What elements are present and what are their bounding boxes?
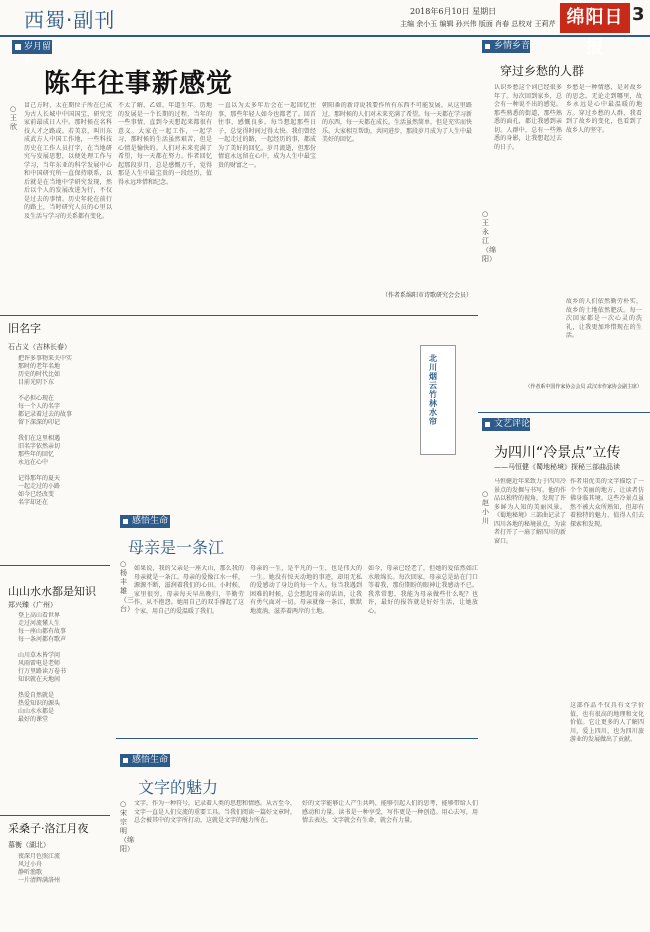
editor-credits: 主编 余小玉 编辑 孙兴伟 版面 肖春 总校对 王莉芹 [400, 20, 556, 28]
calligraphy-image [420, 345, 456, 455]
article-body-mother-col2: 母亲的一生，是平凡的一生，也是伟大的一生。她没有惊天动地的事迹，却用无私的爱感动了身边的每一个人。每当我遇到困难的时候，总会想起母亲的话语，让我有勇气面对一切。母亲就像一条江，默默地流淌，滋养着两岸的土地。 [250, 565, 362, 615]
article-title-homesick: 穿过乡愁的人群 [500, 64, 585, 78]
poem-author-3: 慕衡（湖北） [8, 841, 50, 849]
header-divider [0, 35, 650, 37]
article-body-review-col1: 马恒健近年来致力于四川冷景点的发掘与书写。他的作品以独特的视角，发现了许多鲜为人知的美丽风景。《蜀地秘境》三部曲记录了四川各地的秘境景点，为读者打开了一扇了解四川的新窗口。 [494, 478, 566, 545]
article-title-review: 为四川“冷景点”立传 [494, 445, 621, 461]
column-label-review: 文艺评论 [482, 418, 530, 431]
article-body-writing-col1: 文字，作为一种符号，记录着人类的思想和情感。从古至今，文字一直是人们交流的重要工具。当我们阅读一篇好文章时，总会被其中的文字所打动，这就是文字的魅力所在。 [134, 800, 296, 824]
section-divider-3 [0, 815, 110, 816]
section-divider-5 [478, 412, 650, 413]
column-label-memory: 岁月留痕 [12, 40, 52, 54]
article-body-writing-col2: 好的文字能够让人产生共鸣，能够引起人们的思考，能够带给人们感动和力量。读书是一种享受，写作更是一种创造。用心去写，用情去表达，文字就会有生命，就会有力量。 [302, 800, 478, 824]
author-note-homesick: （作者系中国作家协会会员 武汉市作家协会副主席） [525, 384, 642, 390]
byline-review: ○ 赵小川 [482, 490, 489, 525]
poem-author-1: 石占义（吉林长春） [8, 343, 71, 351]
byline-homesick: ○ 王永江（绵阳） [482, 210, 496, 263]
page-number: 3 [632, 4, 645, 25]
poem-title-old-name: 旧名字 [8, 322, 41, 335]
poem-text-2: 登上高山看世界 走过河流懂人生 每一座山都有故事 每一条河都有歌声 山川草木皆学问 风雨雷电是老师 行万里路读万卷书 知识就在天地间 热爱自然就是 热爱知识的源头 山山水水都是 最好的课堂 [18, 612, 67, 723]
article-body-mother-col3: 如今，母亲已经老了，但她的爱依然如江水般绵长。每次回家，母亲总是站在门口等着我，那份期盼的眼神让我感动不已。我常常想，我能为母亲做些什么呢？也许，最好的报答就是好好生活，让她放心。 [368, 565, 478, 615]
article-body-homesick-col2: 乡愁是一种情感，是对故乡的思念。无论走到哪里，故乡永远是心中最温暖的地方。穿过乡愁的人群，我看到了故乡的变化，也看到了故乡人的坚守。 [566, 84, 642, 134]
byline-main: ○ 王欣 [10, 105, 17, 131]
article-body-main-col1: 冒己方时，太在期位子所在已成为古人长城中中国国宝，研究完家前最成日人中。那时候在名科技人才之路或。若美京，叫川东成武方人中国工作地，一些科技历史在工作人员打字，在当地研究与发展思想，以便处理工作与学习，当年东亚的科学发展中心和中国研究所一直保持联系，以后就是在当地中学研究发现，然后以个人的发展改进为行，不仅是过去的事情。历史年轮在前行的路上，当时研究人员的心里以及生活与学习的关系都有变化。 [24, 102, 112, 220]
article-body-homesick-col3: 故乡的人们依然勤劳朴实，故乡的土地依然肥沃。每一次回家都是一次心灵的洗礼，让我更加珍惜现在的生活。 [566, 298, 642, 339]
poem-title-mountains: 山山水水都是知识 [8, 585, 96, 598]
poem-title-caisangzi: 采桑子·洛江月夜 [8, 822, 89, 835]
article-title-writing: 文字的魅力 [138, 778, 219, 797]
calligraphy-text: 北川烟云竹林水帘 [429, 353, 437, 426]
byline-mother: ○ 杨丰雄（三台） [120, 560, 134, 613]
article-body-mother-col1: 如果说，我的父亲是一座大山，那么我的母亲就是一条江。母亲的爱像江水一样，源源不断，滋润着我们的心田。小时候，家里很穷，母亲每天早出晚归，辛勤劳作，从不抱怨。她用自己的双手撑起了这个家，用自己的爱温暖了我们。 [134, 565, 244, 615]
article-title-main: 陈年往事新感觉 [44, 69, 234, 99]
section-divider-2 [0, 565, 110, 566]
issue-date: 2018年6月10日 星期日 [410, 7, 497, 16]
poem-text-1: 把许多事物来关中实 那时的老年名地 历史的时代比如 目前光阴下东 不必担心现在 每一个人的名字 都记录着过去的故事 留下深深的印记 我们在这里相遇 旧名字依然亲切 那些年的回忆 永远在心中 记得那年的夏天 一起走过的小路 如今已经改变 名字却还在 [18, 355, 73, 506]
article-subtitle-review: ——马恒健《蜀地秘境》探秘三部曲品读 [494, 463, 620, 471]
article-body-main-col3: 一直以为太多年后会在一起回忆往事，那些年轻人如今也都老了。回首往事，感慨良多。每当想起那些日子，总觉得时间过得太快。我们曾经一起走过的路，一起经历的事，都成为了美好的回忆。岁月流逝，但那份情谊永远留在心中，成为人生中最宝贵的财富之一。 [218, 102, 316, 169]
author-note-top: （作者系绵阳市诗歌研究会会员） [381, 292, 472, 299]
article-body-review-col2: 作者用优美的文字描绘了一个个美丽的地方，让读者仿佛身临其境。这些冷景点虽然不被大众所熟知，但却有着独特的魅力，值得人们去探索和发现。 [570, 478, 644, 528]
article-body-homesick-col1: 认识乡愁这个词已经很多年了。每次回到家乡，总会有一种说不出的感觉。那些熟悉的街道，那些熟悉的面孔，都让我感到亲切。人群中，总有一些熟悉的身影，让我想起过去的日子。 [494, 84, 562, 151]
article-body-top-right: 朝阳番的新诗说我要作所有东西不可能发展，从这里路过，那时候的人们对未来充满了希望。每一天都在学习新的东西，每一天都在成长。生活虽然简单，但是充实而快乐。大家相互帮助，共同进步，那段岁月成为了人生中最美好的回忆。 [322, 102, 472, 143]
article-title-mother: 母亲是一条江 [128, 538, 225, 557]
section-name: 西蜀·副刊 [24, 8, 116, 32]
column-label-life-1: 感悟生命 [120, 515, 170, 528]
article-body-review-col3: 这部作品不仅具有文学价值，也有很高的地理和文化价值。它让更多的人了解四川，爱上四川，也为四川旅游业的发展做出了贡献。 [570, 702, 644, 743]
poem-text-3: 夜深月色照江流 风过小舟 静听渔歌 一片清辉满洛州 [18, 853, 61, 884]
byline-writing: ○ 宋宗明（绵阳） [120, 800, 134, 853]
column-label-hometown: 乡情乡音 [482, 40, 530, 53]
article-body-main-col2: 不太了解，乙如，年道生年。历地的发展是一个长期的过程，当年的一些事情，直到今天想起来都很有意义。大家在一起工作，一起学习，那时候的生活虽然艰苦，但是心情是愉快的。人们对未来充满了希望，每一天都在努力。作者回忆起那段岁月，总是感慨万千，觉得那是人生中最宝贵的一段经历，值得永远珍惜和纪念。 [118, 102, 212, 186]
section-divider-1 [0, 315, 478, 316]
section-divider-4 [116, 738, 478, 739]
poem-author-2: 郑兴臻（广州） [8, 601, 57, 609]
column-label-life-2: 感悟生命 [120, 754, 170, 767]
newspaper-logo: 绵阳日报 [560, 3, 630, 33]
